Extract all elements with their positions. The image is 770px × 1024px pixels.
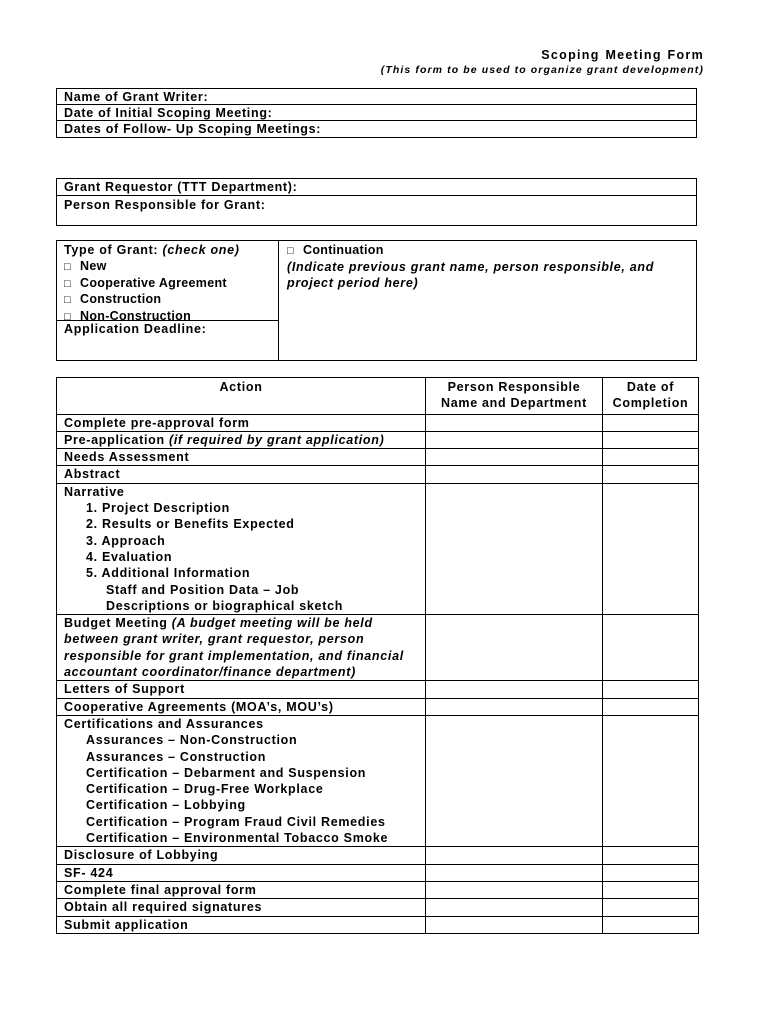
action-cell	[57, 414, 426, 431]
table-row	[57, 449, 699, 466]
action-cell	[57, 698, 426, 715]
continuation-column	[287, 243, 692, 291]
action-note: (if required by grant application)	[168, 432, 385, 447]
date-completion-cell[interactable]	[603, 431, 699, 448]
checkbox-icon[interactable]: □	[64, 294, 71, 307]
action-cell	[57, 431, 426, 448]
person-responsible-cell[interactable]	[426, 414, 603, 431]
table-row	[57, 414, 699, 431]
table-header-row	[57, 378, 699, 415]
table-row	[57, 916, 699, 933]
action-cell	[57, 847, 426, 864]
checkbox-icon[interactable]: □	[64, 260, 71, 273]
person-responsible-cell[interactable]	[426, 466, 603, 483]
form-subtitle: (This form to be used to organize grant development)	[380, 64, 704, 76]
initial-meeting-date-field[interactable]: Date of Initial Scoping Meeting:	[57, 105, 696, 121]
person-responsible-cell[interactable]	[426, 615, 603, 681]
action-cell	[57, 449, 426, 466]
action-label: SF- 424	[64, 865, 114, 880]
action-cell	[57, 681, 426, 698]
action-label: Letters of Support	[64, 682, 185, 697]
table-row	[57, 847, 699, 864]
action-cell	[57, 615, 426, 681]
action-label: Complete final approval form	[64, 882, 257, 897]
date-completion-cell[interactable]	[603, 483, 699, 614]
action-label: Obtain all required signatures	[64, 900, 263, 915]
action-cell	[57, 466, 426, 483]
action-subitem-detail: Descriptions or biographical sketch	[106, 598, 344, 613]
checkbox-icon[interactable]: □	[64, 277, 71, 290]
person-responsible-cell[interactable]	[426, 449, 603, 466]
date-completion-cell[interactable]	[603, 449, 699, 466]
action-subitem: Certification – Drug-Free Workplace	[86, 782, 324, 797]
grant-type-label: Type of Grant:	[64, 243, 159, 257]
action-cell	[57, 715, 426, 846]
requestor-section	[56, 178, 697, 226]
table-row	[57, 899, 699, 916]
form-title: Scoping Meeting Form	[541, 48, 704, 62]
person-responsible-cell[interactable]	[426, 847, 603, 864]
person-responsible-cell[interactable]	[426, 431, 603, 448]
date-completion-cell[interactable]	[603, 466, 699, 483]
grant-type-options	[57, 241, 278, 324]
continuation-hint: (Indicate previous grant name, person responsible, and project period here)	[287, 259, 655, 290]
action-label: Budget Meeting	[64, 616, 172, 631]
date-completion-cell[interactable]	[603, 899, 699, 916]
action-subitem-detail: Staff and Position Data – Job	[106, 582, 300, 597]
grant-writer-field[interactable]: Name of Grant Writer:	[57, 89, 696, 105]
date-completion-cell[interactable]	[603, 864, 699, 881]
action-subitem: 4. Evaluation	[86, 549, 173, 564]
action-subitem: Certification – Program Fraud Civil Remedies	[86, 814, 386, 829]
action-cell	[57, 881, 426, 898]
checkbox-icon[interactable]: □	[64, 311, 71, 324]
person-responsible-cell[interactable]	[426, 681, 603, 698]
date-completion-cell[interactable]	[603, 715, 699, 846]
action-subitem: Certification – Lobbying	[86, 798, 246, 813]
action-label: Certifications and Assurances	[64, 716, 264, 731]
person-responsible-cell[interactable]	[426, 698, 603, 715]
table-row	[57, 431, 699, 448]
person-responsible-cell[interactable]	[426, 864, 603, 881]
action-cell	[57, 899, 426, 916]
header-person-responsible: Person Responsible Name and Department	[426, 378, 603, 415]
action-label: Needs Assessment	[64, 450, 190, 465]
action-subitem: Certification – Environmental Tobacco Smoke	[86, 831, 389, 846]
option-new[interactable]: □ New	[64, 259, 278, 276]
option-non-construction[interactable]: □ Non-Construction	[64, 309, 278, 326]
date-completion-cell[interactable]	[603, 847, 699, 864]
action-label: Pre-application	[64, 432, 169, 447]
date-completion-cell[interactable]	[603, 414, 699, 431]
grant-type-hint: (check one)	[162, 243, 240, 257]
action-cell	[57, 864, 426, 881]
action-subitem: 1. Project Description	[86, 501, 230, 516]
table-row	[57, 615, 699, 681]
grant-type-section	[56, 240, 697, 361]
application-deadline-field[interactable]: Application Deadline:	[64, 322, 207, 336]
action-label: Narrative	[64, 484, 125, 499]
action-label: Submit application	[64, 917, 189, 932]
option-construction[interactable]: □ Construction	[64, 292, 278, 309]
header-date-of-completion: Date of Completion	[603, 378, 699, 415]
table-row	[57, 466, 699, 483]
action-subitem: 5. Additional Information	[86, 566, 251, 581]
action-label: Disclosure of Lobbying	[64, 848, 219, 863]
date-completion-cell[interactable]	[603, 681, 699, 698]
person-responsible-cell[interactable]	[426, 916, 603, 933]
person-responsible-cell[interactable]	[426, 881, 603, 898]
actions-table	[56, 377, 699, 934]
action-label: Abstract	[64, 467, 121, 482]
table-row	[57, 483, 699, 614]
date-completion-cell[interactable]	[603, 698, 699, 715]
person-responsible-field[interactable]: Person Responsible for Grant:	[64, 198, 266, 212]
person-responsible-cell[interactable]	[426, 715, 603, 846]
header-action: Action	[57, 378, 426, 415]
date-completion-cell[interactable]	[603, 881, 699, 898]
followup-meetings-field[interactable]: Dates of Follow- Up Scoping Meetings:	[64, 122, 322, 136]
action-subitem: Assurances – Non-Construction	[86, 733, 298, 748]
action-cell	[57, 916, 426, 933]
option-cooperative-agreement[interactable]: □ Cooperative Agreement	[64, 276, 278, 293]
grant-writer-section	[56, 88, 697, 138]
person-responsible-cell[interactable]	[426, 899, 603, 916]
checkbox-icon[interactable]: □	[287, 245, 294, 257]
action-subitem: Assurances – Construction	[86, 749, 267, 764]
action-cell	[57, 483, 426, 614]
table-row	[57, 864, 699, 881]
table-row	[57, 698, 699, 715]
table-row	[57, 881, 699, 898]
action-note: (A budget meeting will be held between grant writer, grant requestor, person responsible for grant implementation, and financial accountant coordinator/finance department)	[64, 616, 404, 680]
grant-type-column	[57, 241, 279, 360]
table-row	[57, 715, 699, 846]
option-continuation[interactable]: □ Continuation	[287, 243, 692, 260]
action-subitem: Certification – Debarment and Suspension	[86, 765, 367, 780]
grant-requestor-field[interactable]: Grant Requestor (TTT Department):	[57, 179, 696, 196]
date-completion-cell[interactable]	[603, 916, 699, 933]
action-subitem: 2. Results or Benefits Expected	[86, 517, 295, 532]
action-subitem: 3. Approach	[86, 533, 166, 548]
action-label: Cooperative Agreements (MOA’s, MOU’s)	[64, 699, 334, 714]
table-row	[57, 681, 699, 698]
person-responsible-cell[interactable]	[426, 483, 603, 614]
action-label: Complete pre-approval form	[64, 415, 250, 430]
date-completion-cell[interactable]	[603, 615, 699, 681]
